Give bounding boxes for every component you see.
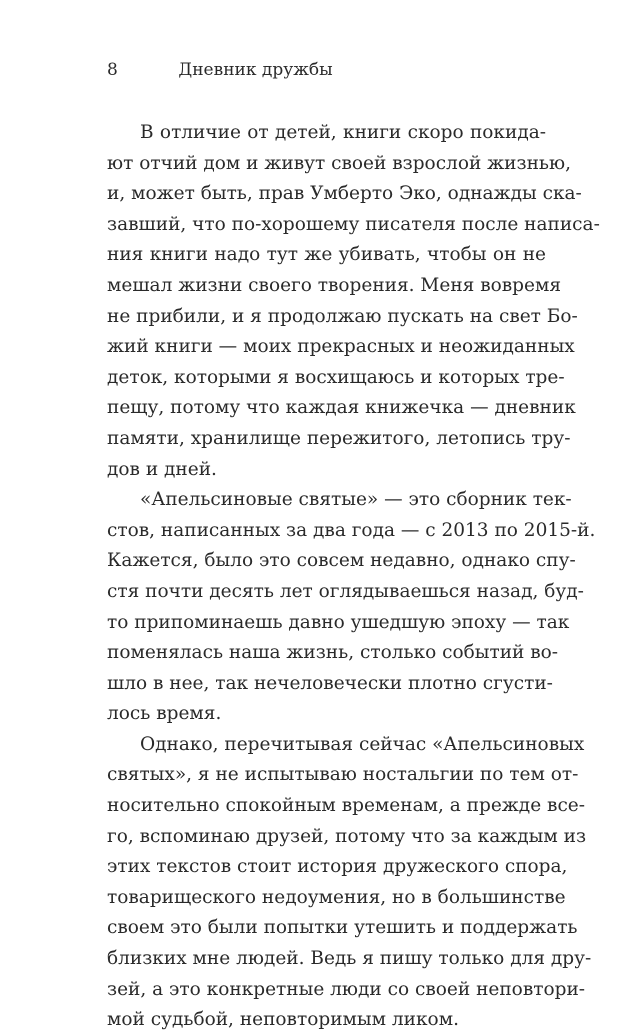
text-line: не прибили, и я продолжаю пускать на свет Бо- bbox=[107, 305, 578, 327]
text-line: ют отчий дом и живут своей взрослой жизнью, bbox=[107, 152, 571, 174]
text-line: дов и дней. bbox=[107, 458, 217, 480]
text-line: то припоминаешь давно ушедшую эпоху — так bbox=[107, 611, 570, 633]
text-line: завший, что по-хорошему писателя после написа- bbox=[107, 213, 600, 235]
text-line: мой судьбой, неповторимым ликом. bbox=[107, 1009, 459, 1031]
text-line: Кажется, было это совсем недавно, однако спу- bbox=[107, 550, 576, 572]
text-line: носительно спокойным временам, а прежде все- bbox=[107, 795, 586, 817]
text-line: жий книги — моих прекрасных и неожиданных bbox=[107, 336, 575, 358]
text-line: близких мне людей. Ведь я пишу только для дру- bbox=[107, 948, 592, 970]
text-line: этих текстов стоит история дружеского спора, bbox=[107, 856, 568, 878]
text-line: товарищеского недоумения, но в большинстве bbox=[107, 886, 566, 908]
body-text bbox=[107, 118, 600, 1036]
text-line: святых», я не испытываю ностальгии по тем от- bbox=[107, 764, 579, 786]
text-line: стов, написанных за два года — с 2013 по 2015-й. bbox=[107, 519, 596, 541]
text-line: деток, которыми я восхищаюсь и которых тре- bbox=[107, 366, 565, 388]
page-number: 8 bbox=[107, 60, 118, 80]
text-line: В отличие от детей, книги скоро покида- bbox=[140, 122, 546, 143]
paragraph-3 bbox=[107, 730, 592, 1036]
text-line: ния книги надо тут же убивать, чтобы он не bbox=[107, 244, 546, 266]
text-line: го, вспоминаю друзей, потому что за каждым из bbox=[107, 825, 587, 847]
running-title: Дневник дружбы bbox=[178, 60, 333, 80]
text-line: своем это были попытки утешить и поддержать bbox=[107, 917, 578, 939]
text-line: шло в нее, так нечеловечески плотно сгусти- bbox=[107, 672, 553, 694]
text-line: Однако, перечитывая сейчас «Апельсиновых bbox=[140, 733, 585, 755]
paragraph-1 bbox=[107, 118, 600, 485]
page-header bbox=[107, 58, 547, 82]
text-line: «Апельсиновые святые» — это сборник тек- bbox=[140, 489, 572, 511]
paragraph-2 bbox=[107, 485, 596, 730]
text-line: лось время. bbox=[107, 703, 222, 725]
text-line: стя почти десять лет оглядываешься назад, буд- bbox=[107, 580, 584, 602]
text-line: зей, а это конкретные люди со своей неповтори- bbox=[107, 978, 586, 1000]
text-line: памяти, хранилище пережитого, летопись тру- bbox=[107, 427, 571, 449]
text-line: пещу, потому что каждая книжечка — дневник bbox=[107, 397, 576, 419]
text-line: и, может быть, прав Умберто Эко, однажды ска- bbox=[107, 183, 582, 205]
text-line: мешал жизни своего творения. Меня вовремя bbox=[107, 274, 562, 296]
text-line: поменялась наша жизнь, столько событий во- bbox=[107, 642, 559, 664]
